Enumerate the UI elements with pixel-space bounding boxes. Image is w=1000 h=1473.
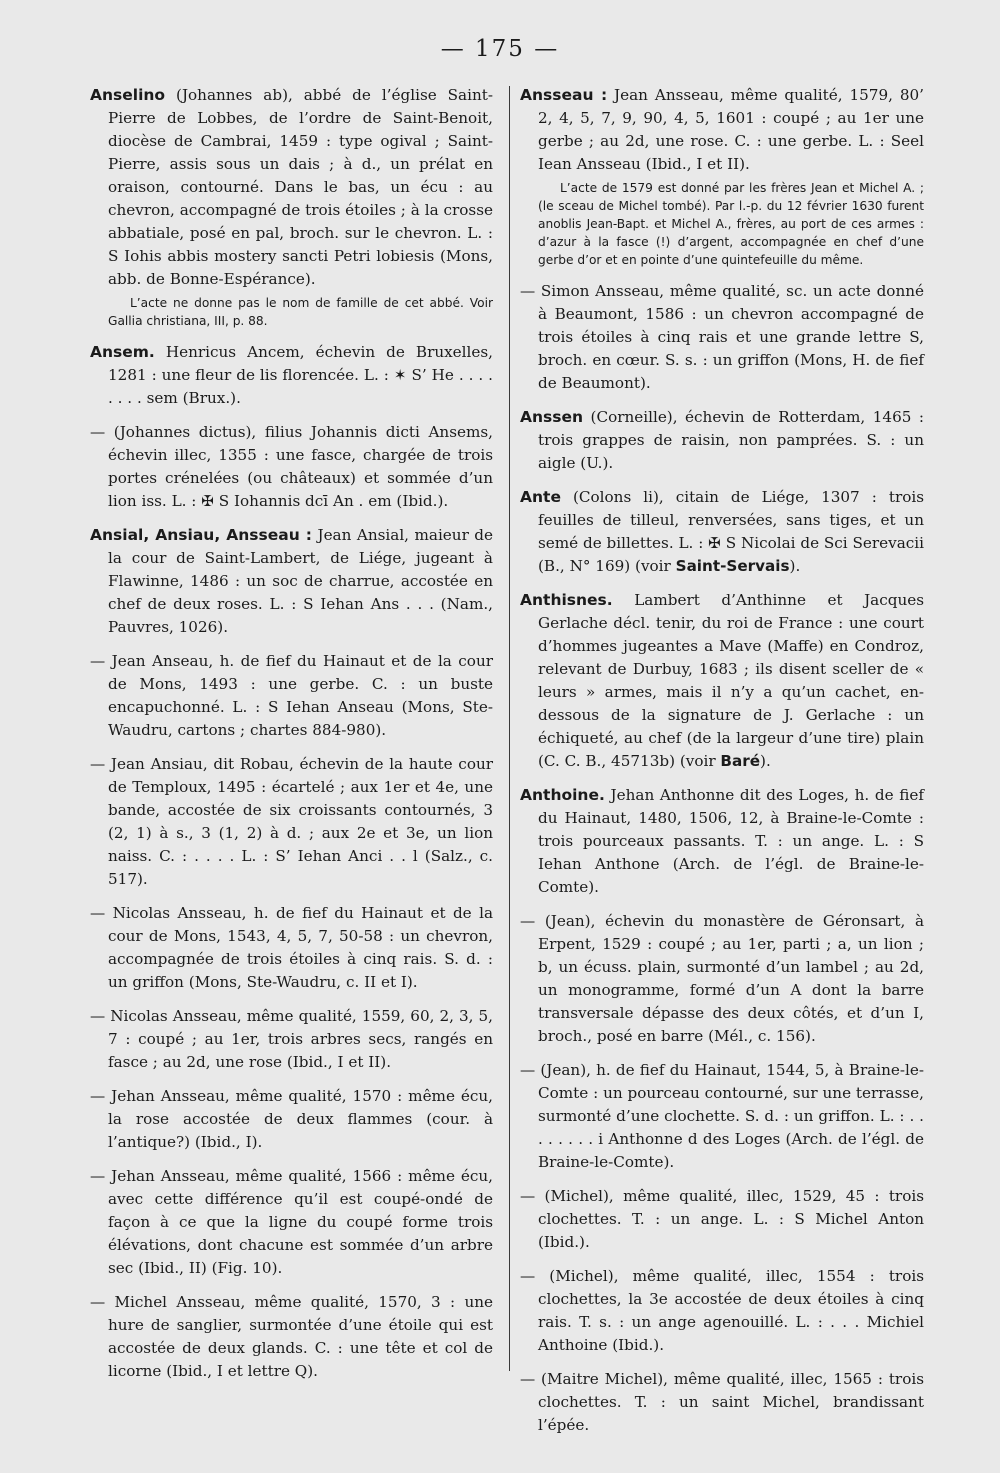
page-number: — 175 — [440,36,560,62]
entry-note: L’acte ne donne pas le nom de famille de cet abbé. Voir Gallia christiana, III, p. 88. [108,296,493,328]
entry-text: — (Jean), échevin du monastère de Géronsart, à Erpent, 1529 : coupé ; au 1er, parti ; a, un lion ; b, un écuss. plain, surmonté d’un lambel ; au 2d, un monogramme, formé d’un A dont la barre transversale dépasse des deux côtés, et d’un I, broch., posé en barre (Mél., c. 156). [520,912,924,1045]
entry-anselino [90,84,493,330]
headword: Anthisnes. [520,591,613,609]
entry-text: (Colons li), citain de Liége, 1307 : trois feuilles de tilleul, renversées, sans tiges, et un semé de billettes. L. : ✠ S Nicolai de Sci Serevacii (B., N° 169) (voir [538,488,925,575]
entry-text: — (Michel), même qualité, illec, 1554 : trois clochettes, la 3e accostée de deux étoiles à cinq rais. T. s. : un ange agenouillé. L. : . . . Michiel Anthoine (Ibid.). [520,1267,924,1354]
entry-text: — Nicolas Ansseau, même qualité, 1559, 60, 2, 3, 5, 7 : coupé ; au 1er, trois arbres secs, rangés en fasce ; au 2d, une rose (Ibid., I et II). [90,1007,493,1071]
entry-ante: Ante (Colons li), citain de Liége, 1307 : trois feuilles de tilleul, renversées, sans tiges, et un semé de billettes. L. : ✠ S Nicolai de Sci Serevacii (B., N° 169) (voir Saint-Servais). [520,488,925,575]
entry-jean-1544 [520,1059,924,1174]
entry-jean-geronsart [520,910,924,1048]
entry-michel-1529 [520,1185,924,1254]
entry-text: Jehan Anthonne dit des Loges, h. de fief du Hainaut, 1480, 1506, 12, à Braine-le-Comte : trois pourceaux passants. T. : un ange. L. : S Iehan Anthone (Arch. de l’égl. de Braine-le-Comte). [538,786,925,896]
headword: Ante [520,488,561,506]
entry-nicolas-ansseau-1 [90,902,493,994]
entry-michel-1554 [520,1265,924,1357]
entry-text: — Nicolas Ansseau, h. de fief du Hainaut et de la cour de Mons, 1543, 4, 5, 7, 50-58 : un chevron, accompagnée de trois étoiles à cinq rais. S. d. : un griffon (Mons, Ste-Waudru, c. II et I). [90,904,493,991]
entry-anthisnes: Anthisnes. Lambert d’Anthinne et Jacques Gerlache décl. tenir, du roi de France : une court d’hommes jugeantes a Mave (Maffe) en Condroz, relevant de Durbuy, 1683 ; ils disent sceller de « leurs » armes, mais il n’y a qu’un cachet, en-dessous de la signature de J. Gerlache : un échiqueté, au chef (de la largeur d’une tire) plain (C. C. B., 45713b) (voir Baré). [520,591,925,770]
entry-text: Lambert d’Anthinne et Jacques Gerlache décl. tenir, du roi de France : une court d’hommes jugeantes a Mave (Maffe) en Condroz, relevant de Durbuy, 1683 ; ils disent sceller de « leurs » armes, mais il n’y a qu’un cachet, en-dessous de la signature de J. Gerlache : un échiqueté, au chef (de la largeur d’une tire) plain (C. C. B., 45713b) (voir [538,591,925,770]
headword: Anthoine. [520,786,605,804]
entry-anssen [520,406,924,475]
entry-text: — Jehan Ansseau, même qualité, 1570 : même écu, la rose accostée de deux flammes (cour. à l’antique?) (Ibid., I). [90,1087,493,1151]
entry-text: (Johannes ab), abbé de l’église Saint-Pierre de Lobbes, de l’ordre de Saint-Benoit, diocèse de Cambrai, 1459 : type ogival ; Saint-Pierre, assis sous un dais ; à d., un prélat en oraison, contourné. Dans le bas, un écu : au chevron, accompagné de trois étoiles ; à la crosse abbatiale, posé en pal, broch. sur le chevron. L. : S Iohis abbis mostery sancti Petri lobiesis (Mons, abb. de Bonne-Espérance). [108,86,493,288]
entry-text: — Michel Ansseau, même qualité, 1570, 3 : une hure de sanglier, surmontée d’une étoile qui est accostée de deux glands. C. : une tête et col de licorne (Ibid., I et lettre Q). [90,1293,493,1380]
cross-reference: Baré [720,752,761,770]
entry-text: (Corneille), échevin de Rotterdam, 1465 : trois grappes de raisin, non pamprées. S. : un aigle (U.). [538,408,925,472]
entry-ansem [90,341,493,410]
cross-reference: Saint-Servais [675,557,790,575]
right-column [520,84,924,1448]
entry-ansial [90,524,493,639]
entry-text: — (Michel), même qualité, illec, 1529, 45 : trois clochettes. T. : un ange. L. : S Michel Anton (Ibid.). [520,1187,924,1251]
headword: Ansem. [90,343,155,361]
entry-text: — (Jean), h. de fief du Hainaut, 1544, 5, à Braine-le-Comte : un pourceau contourné, sur une terrasse, surmonté d’une clochette. S. d. : un griffon. L. : . . . . . . . . i Anthonne d des Loges (Arch. de l’égl. de Braine-le-Comte). [520,1061,924,1171]
entry-text: — (Johannes dictus), filius Johannis dicti Ansems, échevin illec, 1355 : une fasce, chargée de trois portes crénelées (ou châteaux) et sommée d’un lion iss. L. : ✠ S Iohannis dcī An . em (Ibid.). [90,423,493,510]
entry-simon-ansseau [520,280,924,395]
entry-jehan-ansseau-1570 [90,1085,493,1154]
entry-text: — (Maitre Michel), même qualité, illec, 1565 : trois clochettes. T. : un saint Michel, brandissant l’épée. [520,1370,924,1434]
headword: Anssen [520,408,584,426]
entry-nicolas-ansseau-2 [90,1005,493,1074]
column-divider [509,86,510,1371]
entry-text: Jean Ansseau, même qualité, 1579, 80’ 2, 4, 5, 7, 9, 90, 4, 5, 1601 : coupé ; au 1er une gerbe ; au 2d, une rose. C. : une gerbe. L. : Seel Iean Ansseau (Ibid., I et II). [538,86,924,173]
entry-maitre-michel [520,1368,924,1437]
entry-michel-ansseau [90,1291,493,1383]
entry-text: Jean Ansial, maieur de la cour de Saint-Lambert, de Liége, jugeant à Flawinne, 1486 : un soc de charrue, accostée en chef de deux roses. L. : S Iehan Ans . . . (Nam., Pauvres, 1026). [108,526,494,636]
entry-text: Henricus Ancem, échevin de Bruxelles, 1281 : une fleur de lis florencée. L. : ✶ S’ He . . . . . . . . sem (Brux.). [108,343,493,407]
headword: Anselino [90,86,166,104]
entry-text: — Jehan Ansseau, même qualité, 1566 : même écu, avec cette différence qu’il est coupé-ondé de façon à ce que la ligne du coupé forme trois élévations, dont chacune est sommée d’un arbre sec (Ibid., II) (Fig. 10). [90,1167,493,1277]
entry-ansseau [520,84,924,269]
entry-text: — Simon Ansseau, même qualité, sc. un acte donné à Beaumont, 1586 : un chevron accompagné de trois étoiles à cinq rais et une grande lettre S, broch. en cœur. S. s. : un griffon (Mons, H. de fief de Beaumont). [520,282,924,392]
entry-text: — Jean Anseau, h. de fief du Hainaut et de la cour de Mons, 1493 : une gerbe. C. : un buste encapuchonné. L. : S Iehan Anseau (Mons, Ste-Waudru, cartons ; chartes 884-980). [90,652,493,739]
headword: Ansseau : [520,86,608,104]
left-column [90,84,493,1394]
entry-jean-anseau [90,650,493,742]
entry-note: L’acte de 1579 est donné par les frères Jean et Michel A. ; (le sceau de Michel tombé). Par l.-p. du 12 février 1630 furent anoblis Jean-Bapt. et Michel A., frères, au port de ces armes : d’azur à la fasce (!) d’argent, accompagnée en chef d’une gerbe d’or et en pointe d’une quintefeuille du même. [538,181,924,267]
entry-jean-ansiau [90,753,493,891]
entry-ansem-johannes [90,421,493,513]
headword: Ansial, Ansiau, Ansseau : [90,526,312,544]
entry-text: — Jean Ansiau, dit Robau, échevin de la haute cour de Temploux, 1495 : écartelé ; aux 1er et 4e, une bande, accostée de six croissants contournés, 3 (2, 1) à s., 3 (1, 2) à d. ; aux 2e et 3e, un lion naiss. C. : . . . . L. : S’ Iehan Anci . . l (Salz., c. 517). [90,755,493,888]
entry-anthoine [520,784,924,899]
entry-jehan-ansseau-1566 [90,1165,493,1280]
